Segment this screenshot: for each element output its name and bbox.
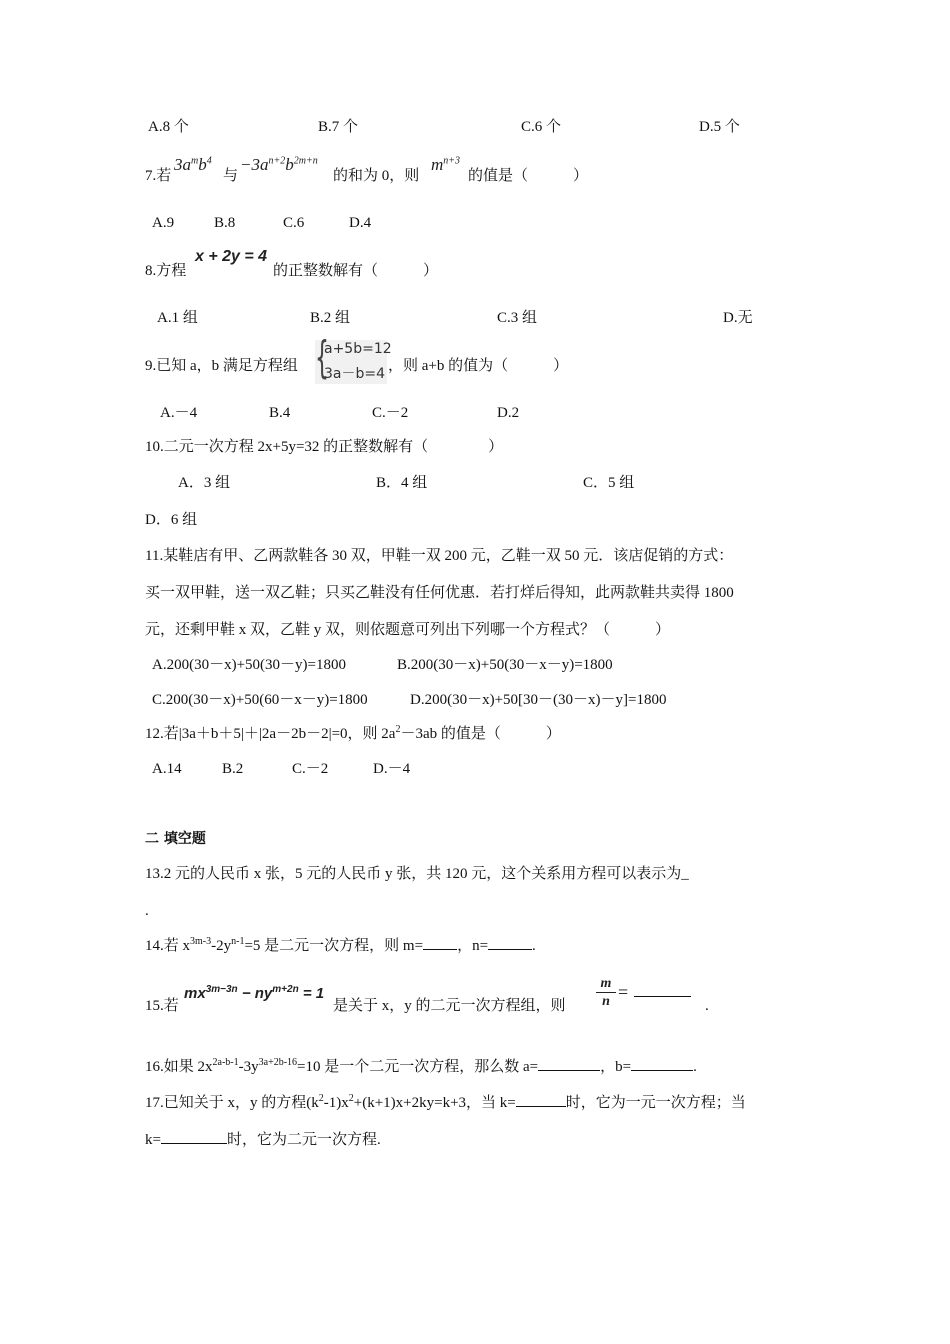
q9-option-c: C.－2 xyxy=(372,405,409,421)
q7-option-b: B.8 xyxy=(214,215,236,231)
q7-expr2: $-3a^{n+2}b^{2m+n}$ xyxy=(240,155,318,174)
q8-prefix: 8.方程 xyxy=(145,263,187,279)
q13-cont: . xyxy=(145,903,149,919)
q10-option-a: A．3 组 xyxy=(178,475,231,491)
q11-line2: 买一双甲鞋，送一双乙鞋；只买乙鞋没有任何优惠．若打烊后得知，此两款鞋共卖得 1800 xyxy=(145,585,734,601)
q7-option-c: C.6 xyxy=(283,215,305,231)
q10-text: 10.二元一次方程 2x+5y=32 的正整数解有（ ） xyxy=(145,439,504,455)
q7-suffix: 的值是（ ） xyxy=(468,168,589,184)
q7-expr1: $3a^mb^4$ xyxy=(174,155,212,174)
q12-option-d: D.－4 xyxy=(373,761,411,777)
q8-suffix: 的正整数解有（ ） xyxy=(273,263,439,279)
q7-option-d: D.4 xyxy=(349,215,372,231)
q7-prefix: 7.若 xyxy=(145,168,172,184)
q10-option-c: C．5 组 xyxy=(583,475,635,491)
q9-equation-system xyxy=(315,332,392,384)
q7-connector: 与 xyxy=(223,168,239,184)
q9-prefix: 9.已知 a，b 满足方程组 xyxy=(145,358,298,374)
q16-text: 16.如果 $2x^{2a-b-1}-3y^{3a+2b-16}=10$ 是一个二元一次方程，那么数 a= ，b= . xyxy=(145,1057,697,1075)
q6-option-d: D.5 个 xyxy=(699,119,740,135)
q17-blank-1[interactable] xyxy=(516,1092,566,1107)
q12-option-b: B.2 xyxy=(222,761,244,777)
q9-suffix: ，则 a+b 的值为（ ） xyxy=(388,358,569,374)
q11-option-c: C.200(30－x)+50(60－x－y)=1800 xyxy=(152,692,368,708)
q8-option-c: C.3 组 xyxy=(497,310,538,326)
q7-mid: 的和为 0，则 xyxy=(333,168,420,184)
q13-text: 13.2 元的人民币 x 张，5 元的人民币 y 张，共 120 元，这个关系用方程可以表示为_ xyxy=(145,866,689,882)
q15-equals: = xyxy=(618,982,629,1002)
q16-blank-b[interactable] xyxy=(631,1056,693,1071)
q11-option-b: B.200(30－x)+50(30－x－y)=1800 xyxy=(397,657,613,673)
q17-blank-2[interactable] xyxy=(161,1129,227,1144)
q8-option-a: A.1 组 xyxy=(157,310,198,326)
q12-text: 12.若|3a＋b＋5|＋|2a－2b－2|=0，则 $2a^2-3ab$ 的值是（ ） xyxy=(145,724,561,742)
q16-blank-a[interactable] xyxy=(538,1056,600,1071)
q10-option-d: D．6 组 xyxy=(145,512,198,528)
q6-option-c: C.6 个 xyxy=(521,119,562,135)
q11-option-a: A.200(30－x)+50(30－y)=1800 xyxy=(152,657,346,673)
q9-option-b: B.4 xyxy=(269,405,291,421)
q6-option-b: B.7 个 xyxy=(318,119,359,135)
q17-line1: 17.已知关于 x，y 的方程$(k^2-1)x^2+(k+1)x+2ky=k+3$，当 k= 时，它为一元一次方程；当 xyxy=(145,1093,746,1111)
q14-text: 14.若 $x^{3m-3}-2y^{n-1}=5$ 是二元一次方程，则 m= ，n= . xyxy=(145,936,536,954)
q15-blank[interactable] xyxy=(634,996,691,997)
q15-mid: 是关于 x，y 的二元一次方程组，则 xyxy=(333,998,566,1014)
left-brace-icon: { xyxy=(315,332,329,383)
q9-eq1: a+5b=12 xyxy=(324,341,392,357)
q7-option-a: A.9 xyxy=(152,215,175,231)
q7-expr3: $m^{n+3}$ xyxy=(431,155,461,174)
q9-option-a: A.－4 xyxy=(160,405,198,421)
q11-line3: 元，还剩甲鞋 x 双，乙鞋 y 双，则依题意可列出下列哪一个方程式？（ ） xyxy=(145,622,671,638)
section-title: 二 填空题 xyxy=(145,831,206,847)
q12-option-c: C.－2 xyxy=(292,761,329,777)
q15-prefix: 15.若 xyxy=(145,998,179,1014)
q15-fraction: $\frac{m}{n}$ xyxy=(596,975,616,1010)
q8-option-d: D.无 xyxy=(723,310,753,326)
q17-line2: k= 时，它为二元一次方程. xyxy=(145,1129,381,1150)
q14-blank-n[interactable] xyxy=(488,935,532,950)
q10-option-b: B．4 组 xyxy=(376,475,428,491)
q11-line1: 11.某鞋店有甲、乙两款鞋各 30 双，甲鞋一双 200 元，乙鞋一双 50 元．该店促销的方式： xyxy=(145,548,734,564)
q11-option-d: D.200(30－x)+50[30－(30－x)－y]=1800 xyxy=(410,692,667,708)
q9-eq2: 3a－b=4 xyxy=(324,366,386,382)
q14-blank-m[interactable] xyxy=(423,935,457,950)
q6-option-a: A.8 个 xyxy=(148,119,189,135)
q15-equation: $mx^{3m-3n} - ny^{m+2n} = 1$ xyxy=(184,984,325,1002)
q8-equation: x + 2y = 4 xyxy=(195,248,268,265)
q8-option-b: B.2 组 xyxy=(310,310,351,326)
q12-option-a: A.14 xyxy=(152,761,182,777)
q15-end: . xyxy=(705,998,709,1014)
q9-option-d: D.2 xyxy=(497,405,520,421)
